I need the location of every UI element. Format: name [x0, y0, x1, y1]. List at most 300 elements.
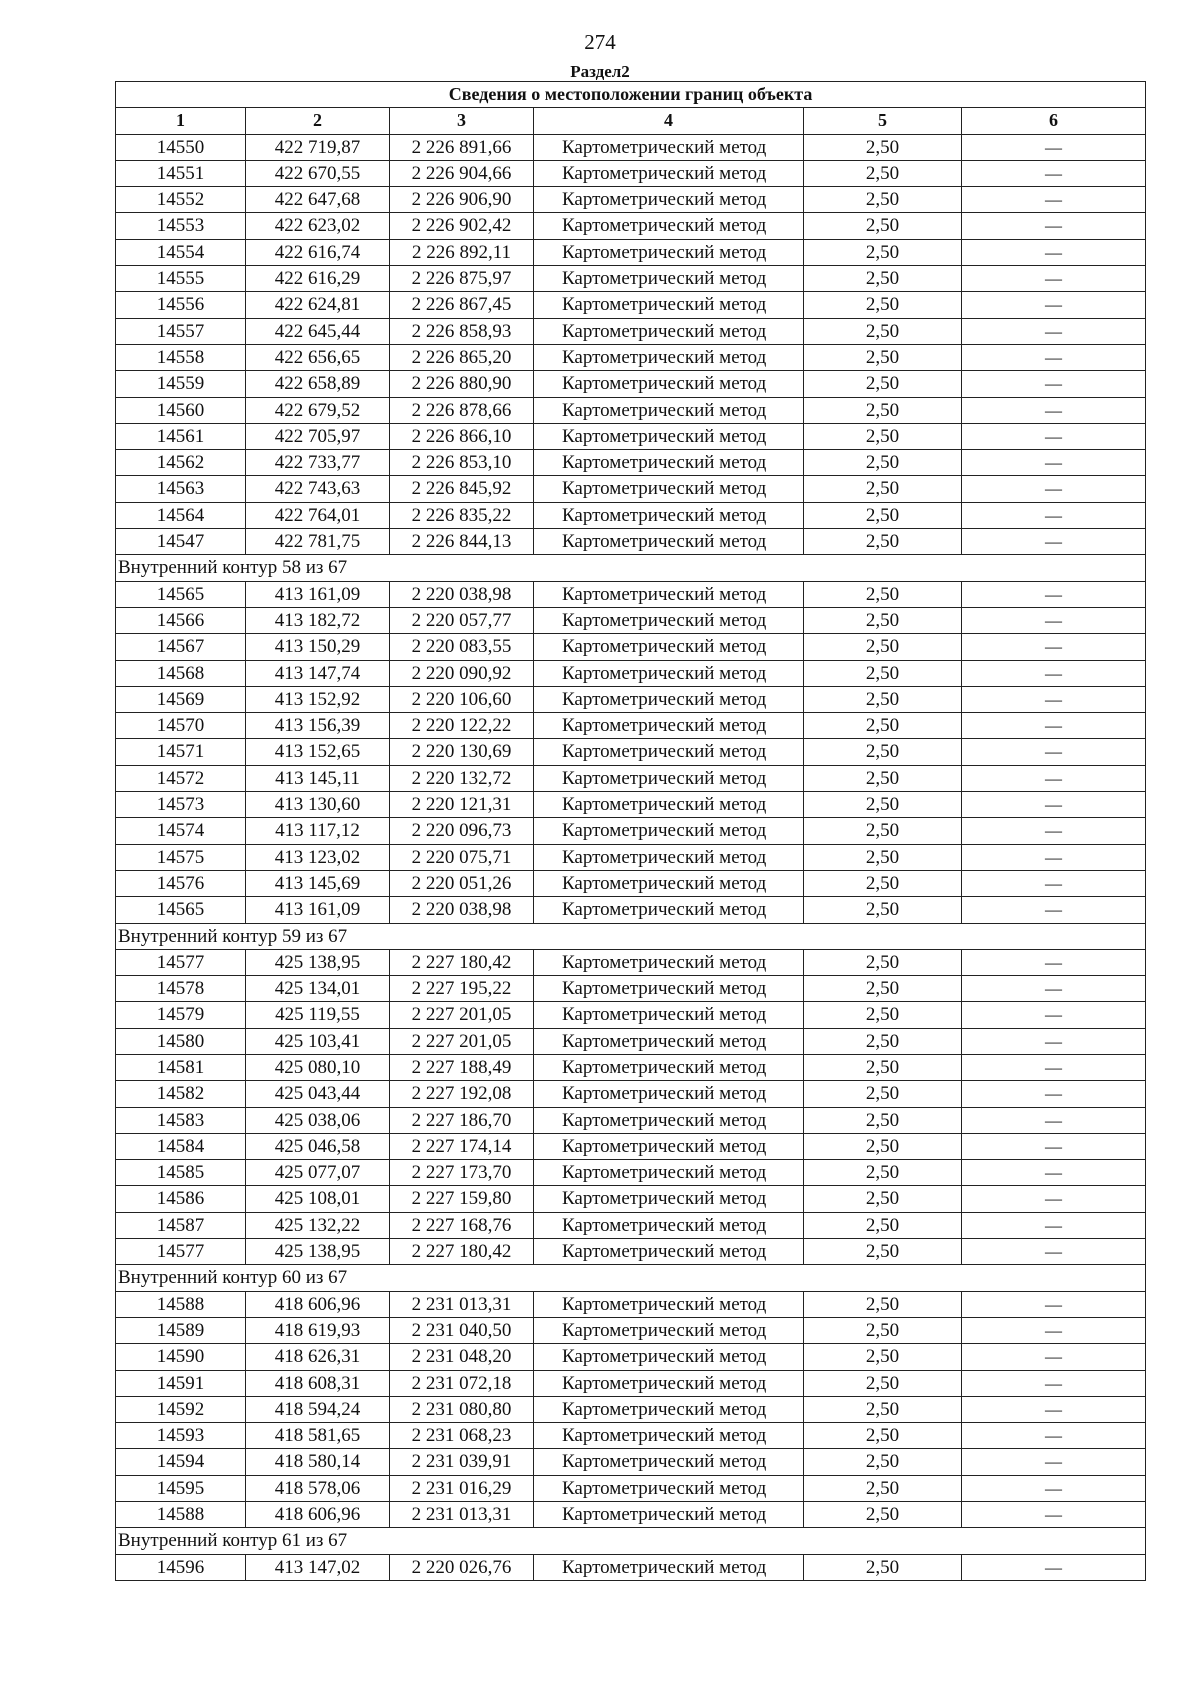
method-cell: Картометрический метод: [534, 1423, 804, 1449]
description-cell: —: [962, 1107, 1146, 1133]
point-number-cell: 14593: [116, 1423, 246, 1449]
point-number-cell: 14585: [116, 1160, 246, 1186]
table-row: [116, 344, 1146, 370]
table-row: [116, 318, 1146, 344]
accuracy-cell: 2,50: [804, 1081, 962, 1107]
point-number-cell: 14569: [116, 686, 246, 712]
y-coordinate-cell: 2 226 906,90: [390, 187, 534, 213]
description-cell: —: [962, 870, 1146, 896]
x-coordinate-cell: 413 182,72: [246, 607, 390, 633]
table-row: [116, 870, 1146, 896]
table-row: [116, 818, 1146, 844]
y-coordinate-cell: 2 220 083,55: [390, 634, 534, 660]
column-header: 3: [390, 108, 534, 134]
table-row: [116, 187, 1146, 213]
y-coordinate-cell: 2 226 891,66: [390, 134, 534, 160]
y-coordinate-cell: 2 231 068,23: [390, 1423, 534, 1449]
y-coordinate-cell: 2 227 168,76: [390, 1212, 534, 1238]
x-coordinate-cell: 422 656,65: [246, 344, 390, 370]
y-coordinate-cell: 2 227 173,70: [390, 1160, 534, 1186]
y-coordinate-cell: 2 231 013,31: [390, 1291, 534, 1317]
accuracy-cell: 2,50: [804, 634, 962, 660]
point-number-cell: 14574: [116, 818, 246, 844]
y-coordinate-cell: 2 227 180,42: [390, 1239, 534, 1265]
table-row: [116, 1002, 1146, 1028]
method-cell: Картометрический метод: [534, 792, 804, 818]
table-row: [116, 1502, 1146, 1528]
contour-label: Внутренний контур 59 из 67: [116, 923, 1146, 949]
x-coordinate-cell: 413 117,12: [246, 818, 390, 844]
y-coordinate-cell: 2 220 057,77: [390, 607, 534, 633]
x-coordinate-cell: 425 077,07: [246, 1160, 390, 1186]
description-cell: —: [962, 949, 1146, 975]
y-coordinate-cell: 2 226 904,66: [390, 160, 534, 186]
description-cell: —: [962, 1291, 1146, 1317]
accuracy-cell: 2,50: [804, 1028, 962, 1054]
point-number-cell: 14573: [116, 792, 246, 818]
table-row: [116, 502, 1146, 528]
accuracy-cell: 2,50: [804, 318, 962, 344]
point-number-cell: 14565: [116, 581, 246, 607]
x-coordinate-cell: 413 147,02: [246, 1554, 390, 1580]
method-cell: Картометрический метод: [534, 1449, 804, 1475]
method-cell: Картометрический метод: [534, 344, 804, 370]
description-cell: —: [962, 1396, 1146, 1422]
x-coordinate-cell: 413 130,60: [246, 792, 390, 818]
y-coordinate-cell: 2 226 858,93: [390, 318, 534, 344]
table-row: [116, 423, 1146, 449]
table-row: [116, 239, 1146, 265]
point-number-cell: 14594: [116, 1449, 246, 1475]
table-caption-row: [116, 82, 1146, 108]
accuracy-cell: 2,50: [804, 1054, 962, 1080]
y-coordinate-cell: 2 231 080,80: [390, 1396, 534, 1422]
description-cell: —: [962, 1212, 1146, 1238]
description-cell: —: [962, 318, 1146, 344]
accuracy-cell: 2,50: [804, 502, 962, 528]
y-coordinate-cell: 2 227 201,05: [390, 1002, 534, 1028]
method-cell: Картометрический метод: [534, 1475, 804, 1501]
x-coordinate-cell: 418 578,06: [246, 1475, 390, 1501]
method-cell: Картометрический метод: [534, 1133, 804, 1159]
description-cell: —: [962, 686, 1146, 712]
method-cell: Картометрический метод: [534, 213, 804, 239]
point-number-cell: 14560: [116, 397, 246, 423]
table-row: [116, 266, 1146, 292]
point-number-cell: 14554: [116, 239, 246, 265]
description-cell: —: [962, 1554, 1146, 1580]
description-cell: —: [962, 897, 1146, 923]
accuracy-cell: 2,50: [804, 792, 962, 818]
description-cell: —: [962, 266, 1146, 292]
y-coordinate-cell: 2 226 866,10: [390, 423, 534, 449]
table-row: [116, 686, 1146, 712]
table-row: [116, 949, 1146, 975]
x-coordinate-cell: 413 123,02: [246, 844, 390, 870]
table-row: [116, 134, 1146, 160]
table-row: [116, 529, 1146, 555]
point-number-cell: 14550: [116, 134, 246, 160]
accuracy-cell: 2,50: [804, 134, 962, 160]
accuracy-cell: 2,50: [804, 607, 962, 633]
method-cell: Картометрический метод: [534, 870, 804, 896]
point-number-cell: 14572: [116, 765, 246, 791]
method-cell: Картометрический метод: [534, 607, 804, 633]
table-row: [116, 1054, 1146, 1080]
method-cell: Картометрический метод: [534, 976, 804, 1002]
x-coordinate-cell: 418 606,96: [246, 1291, 390, 1317]
point-number-cell: 14563: [116, 476, 246, 502]
x-coordinate-cell: 413 147,74: [246, 660, 390, 686]
accuracy-cell: 2,50: [804, 1212, 962, 1238]
x-coordinate-cell: 425 108,01: [246, 1186, 390, 1212]
x-coordinate-cell: 422 658,89: [246, 371, 390, 397]
point-number-cell: 14579: [116, 1002, 246, 1028]
accuracy-cell: 2,50: [804, 1107, 962, 1133]
point-number-cell: 14565: [116, 897, 246, 923]
accuracy-cell: 2,50: [804, 949, 962, 975]
method-cell: Картометрический метод: [534, 397, 804, 423]
point-number-cell: 14562: [116, 450, 246, 476]
point-number-cell: 14595: [116, 1475, 246, 1501]
description-cell: —: [962, 397, 1146, 423]
y-coordinate-cell: 2 226 865,20: [390, 344, 534, 370]
point-number-cell: 14592: [116, 1396, 246, 1422]
accuracy-cell: 2,50: [804, 844, 962, 870]
y-coordinate-cell: 2 220 096,73: [390, 818, 534, 844]
y-coordinate-cell: 2 226 844,13: [390, 529, 534, 555]
table-row: [116, 660, 1146, 686]
x-coordinate-cell: 413 150,29: [246, 634, 390, 660]
contour-label: Внутренний контур 60 из 67: [116, 1265, 1146, 1291]
accuracy-cell: 2,50: [804, 1239, 962, 1265]
method-cell: Картометрический метод: [534, 239, 804, 265]
x-coordinate-cell: 422 616,29: [246, 266, 390, 292]
point-number-cell: 14589: [116, 1317, 246, 1343]
method-cell: Картометрический метод: [534, 318, 804, 344]
description-cell: —: [962, 1449, 1146, 1475]
column-header: 5: [804, 108, 962, 134]
accuracy-cell: 2,50: [804, 897, 962, 923]
y-coordinate-cell: 2 220 132,72: [390, 765, 534, 791]
method-cell: Картометрический метод: [534, 581, 804, 607]
y-coordinate-cell: 2 231 040,50: [390, 1317, 534, 1343]
method-cell: Картометрический метод: [534, 1186, 804, 1212]
method-cell: Картометрический метод: [534, 1212, 804, 1238]
accuracy-cell: 2,50: [804, 1423, 962, 1449]
table-row: [116, 739, 1146, 765]
point-number-cell: 14557: [116, 318, 246, 344]
table-row: [116, 476, 1146, 502]
description-cell: —: [962, 607, 1146, 633]
table-row: [116, 713, 1146, 739]
y-coordinate-cell: 2 220 051,26: [390, 870, 534, 896]
table-row: [116, 1423, 1146, 1449]
description-cell: —: [962, 239, 1146, 265]
method-cell: Картометрический метод: [534, 897, 804, 923]
x-coordinate-cell: 413 161,09: [246, 581, 390, 607]
accuracy-cell: 2,50: [804, 213, 962, 239]
x-coordinate-cell: 425 038,06: [246, 1107, 390, 1133]
method-cell: Картометрический метод: [534, 529, 804, 555]
method-cell: Картометрический метод: [534, 1081, 804, 1107]
method-cell: Картометрический метод: [534, 476, 804, 502]
description-cell: —: [962, 529, 1146, 555]
point-number-cell: 14581: [116, 1054, 246, 1080]
method-cell: Картометрический метод: [534, 1028, 804, 1054]
point-number-cell: 14551: [116, 160, 246, 186]
y-coordinate-cell: 2 227 188,49: [390, 1054, 534, 1080]
point-number-cell: 14556: [116, 292, 246, 318]
point-number-cell: 14559: [116, 371, 246, 397]
accuracy-cell: 2,50: [804, 371, 962, 397]
contour-header-row: [116, 555, 1146, 581]
accuracy-cell: 2,50: [804, 1396, 962, 1422]
x-coordinate-cell: 422 719,87: [246, 134, 390, 160]
table-caption: Сведения о местоположении границ объекта: [116, 82, 1146, 108]
method-cell: Картометрический метод: [534, 502, 804, 528]
accuracy-cell: 2,50: [804, 450, 962, 476]
x-coordinate-cell: 425 132,22: [246, 1212, 390, 1238]
method-cell: Картометрический метод: [534, 949, 804, 975]
method-cell: Картометрический метод: [534, 450, 804, 476]
point-number-cell: 14564: [116, 502, 246, 528]
accuracy-cell: 2,50: [804, 1370, 962, 1396]
point-number-cell: 14568: [116, 660, 246, 686]
y-coordinate-cell: 2 226 853,10: [390, 450, 534, 476]
description-cell: —: [962, 1239, 1146, 1265]
y-coordinate-cell: 2 226 902,42: [390, 213, 534, 239]
x-coordinate-cell: 413 152,65: [246, 739, 390, 765]
point-number-cell: 14588: [116, 1291, 246, 1317]
accuracy-cell: 2,50: [804, 870, 962, 896]
accuracy-cell: 2,50: [804, 266, 962, 292]
accuracy-cell: 2,50: [804, 423, 962, 449]
method-cell: Картометрический метод: [534, 844, 804, 870]
point-number-cell: 14547: [116, 529, 246, 555]
description-cell: —: [962, 976, 1146, 1002]
point-number-cell: 14571: [116, 739, 246, 765]
description-cell: —: [962, 581, 1146, 607]
method-cell: Картометрический метод: [534, 818, 804, 844]
y-coordinate-cell: 2 231 016,29: [390, 1475, 534, 1501]
table-row: [116, 844, 1146, 870]
x-coordinate-cell: 425 046,58: [246, 1133, 390, 1159]
accuracy-cell: 2,50: [804, 292, 962, 318]
point-number-cell: 14586: [116, 1186, 246, 1212]
table-row: [116, 397, 1146, 423]
accuracy-cell: 2,50: [804, 344, 962, 370]
description-cell: —: [962, 1054, 1146, 1080]
table-row: [116, 1212, 1146, 1238]
column-header: 1: [116, 108, 246, 134]
accuracy-cell: 2,50: [804, 187, 962, 213]
method-cell: Картометрический метод: [534, 1291, 804, 1317]
point-number-cell: 14584: [116, 1133, 246, 1159]
table-row: [116, 371, 1146, 397]
point-number-cell: 14577: [116, 949, 246, 975]
y-coordinate-cell: 2 227 159,80: [390, 1186, 534, 1212]
method-cell: Картометрический метод: [534, 292, 804, 318]
table-row: [116, 1344, 1146, 1370]
y-coordinate-cell: 2 220 026,76: [390, 1554, 534, 1580]
description-cell: —: [962, 634, 1146, 660]
table-row: [116, 1291, 1146, 1317]
y-coordinate-cell: 2 226 845,92: [390, 476, 534, 502]
table-row: [116, 765, 1146, 791]
description-cell: —: [962, 134, 1146, 160]
column-header-row: [116, 108, 1146, 134]
point-number-cell: 14587: [116, 1212, 246, 1238]
method-cell: Картометрический метод: [534, 1344, 804, 1370]
accuracy-cell: 2,50: [804, 1554, 962, 1580]
x-coordinate-cell: 422 647,68: [246, 187, 390, 213]
accuracy-cell: 2,50: [804, 1186, 962, 1212]
method-cell: Картометрический метод: [534, 1502, 804, 1528]
y-coordinate-cell: 2 231 013,31: [390, 1502, 534, 1528]
y-coordinate-cell: 2 220 130,69: [390, 739, 534, 765]
method-cell: Картометрический метод: [534, 660, 804, 686]
accuracy-cell: 2,50: [804, 476, 962, 502]
description-cell: —: [962, 1502, 1146, 1528]
x-coordinate-cell: 425 138,95: [246, 1239, 390, 1265]
table-row: [116, 1396, 1146, 1422]
contour-label: Внутренний контур 61 из 67: [116, 1528, 1146, 1554]
method-cell: Картометрический метод: [534, 1396, 804, 1422]
table-row: [116, 1554, 1146, 1580]
x-coordinate-cell: 422 781,75: [246, 529, 390, 555]
accuracy-cell: 2,50: [804, 581, 962, 607]
y-coordinate-cell: 2 226 867,45: [390, 292, 534, 318]
description-cell: —: [962, 476, 1146, 502]
point-number-cell: 14582: [116, 1081, 246, 1107]
y-coordinate-cell: 2 220 106,60: [390, 686, 534, 712]
point-number-cell: 14552: [116, 187, 246, 213]
method-cell: Картометрический метод: [534, 160, 804, 186]
description-cell: —: [962, 1423, 1146, 1449]
point-number-cell: 14577: [116, 1239, 246, 1265]
table-row: [116, 160, 1146, 186]
y-coordinate-cell: 2 220 075,71: [390, 844, 534, 870]
method-cell: Картометрический метод: [534, 371, 804, 397]
table-row: [116, 634, 1146, 660]
x-coordinate-cell: 422 645,44: [246, 318, 390, 344]
y-coordinate-cell: 2 227 180,42: [390, 949, 534, 975]
y-coordinate-cell: 2 231 048,20: [390, 1344, 534, 1370]
table-row: [116, 1028, 1146, 1054]
point-number-cell: 14558: [116, 344, 246, 370]
x-coordinate-cell: 418 594,24: [246, 1396, 390, 1422]
table-row: [116, 450, 1146, 476]
contour-label: Внутренний контур 58 из 67: [116, 555, 1146, 581]
description-cell: —: [962, 292, 1146, 318]
x-coordinate-cell: 422 679,52: [246, 397, 390, 423]
table-body: [116, 134, 1146, 1580]
table-row: [116, 976, 1146, 1002]
accuracy-cell: 2,50: [804, 660, 962, 686]
boundary-table: [115, 81, 1146, 1581]
point-number-cell: 14596: [116, 1554, 246, 1580]
x-coordinate-cell: 418 580,14: [246, 1449, 390, 1475]
point-number-cell: 14591: [116, 1370, 246, 1396]
method-cell: Картометрический метод: [534, 686, 804, 712]
accuracy-cell: 2,50: [804, 529, 962, 555]
description-cell: —: [962, 1028, 1146, 1054]
y-coordinate-cell: 2 220 090,92: [390, 660, 534, 686]
accuracy-cell: 2,50: [804, 1317, 962, 1343]
y-coordinate-cell: 2 226 875,97: [390, 266, 534, 292]
y-coordinate-cell: 2 220 038,98: [390, 897, 534, 923]
method-cell: Картометрический метод: [534, 1107, 804, 1133]
contour-header-row: [116, 1265, 1146, 1291]
method-cell: Картометрический метод: [534, 1239, 804, 1265]
accuracy-cell: 2,50: [804, 160, 962, 186]
x-coordinate-cell: 425 043,44: [246, 1081, 390, 1107]
page-number: 274: [584, 30, 616, 54]
table-row: [116, 581, 1146, 607]
description-cell: —: [962, 450, 1146, 476]
x-coordinate-cell: 413 156,39: [246, 713, 390, 739]
method-cell: Картометрический метод: [534, 1054, 804, 1080]
method-cell: Картометрический метод: [534, 713, 804, 739]
y-coordinate-cell: 2 220 038,98: [390, 581, 534, 607]
accuracy-cell: 2,50: [804, 1002, 962, 1028]
y-coordinate-cell: 2 226 892,11: [390, 239, 534, 265]
accuracy-cell: 2,50: [804, 1449, 962, 1475]
table-row: [116, 607, 1146, 633]
y-coordinate-cell: 2 220 122,22: [390, 713, 534, 739]
point-number-cell: 14583: [116, 1107, 246, 1133]
y-coordinate-cell: 2 227 195,22: [390, 976, 534, 1002]
table-row: [116, 1160, 1146, 1186]
table-row: [116, 1370, 1146, 1396]
description-cell: —: [962, 765, 1146, 791]
method-cell: Картометрический метод: [534, 739, 804, 765]
accuracy-cell: 2,50: [804, 765, 962, 791]
table-row: [116, 292, 1146, 318]
y-coordinate-cell: 2 226 835,22: [390, 502, 534, 528]
x-coordinate-cell: 422 743,63: [246, 476, 390, 502]
method-cell: Картометрический метод: [534, 1370, 804, 1396]
accuracy-cell: 2,50: [804, 1502, 962, 1528]
point-number-cell: 14580: [116, 1028, 246, 1054]
x-coordinate-cell: 425 080,10: [246, 1054, 390, 1080]
point-number-cell: 14570: [116, 713, 246, 739]
method-cell: Картометрический метод: [534, 1002, 804, 1028]
accuracy-cell: 2,50: [804, 818, 962, 844]
description-cell: —: [962, 1160, 1146, 1186]
x-coordinate-cell: 422 616,74: [246, 239, 390, 265]
accuracy-cell: 2,50: [804, 239, 962, 265]
x-coordinate-cell: 413 145,69: [246, 870, 390, 896]
point-number-cell: 14561: [116, 423, 246, 449]
method-cell: Картометрический метод: [534, 765, 804, 791]
x-coordinate-cell: 425 138,95: [246, 949, 390, 975]
description-cell: —: [962, 160, 1146, 186]
accuracy-cell: 2,50: [804, 1344, 962, 1370]
point-number-cell: 14555: [116, 266, 246, 292]
description-cell: —: [962, 1133, 1146, 1159]
column-header: 4: [534, 108, 804, 134]
x-coordinate-cell: 418 606,96: [246, 1502, 390, 1528]
description-cell: —: [962, 792, 1146, 818]
x-coordinate-cell: 413 145,11: [246, 765, 390, 791]
y-coordinate-cell: 2 227 201,05: [390, 1028, 534, 1054]
description-cell: —: [962, 344, 1146, 370]
x-coordinate-cell: 418 626,31: [246, 1344, 390, 1370]
y-coordinate-cell: 2 226 878,66: [390, 397, 534, 423]
method-cell: Картометрический метод: [534, 1554, 804, 1580]
